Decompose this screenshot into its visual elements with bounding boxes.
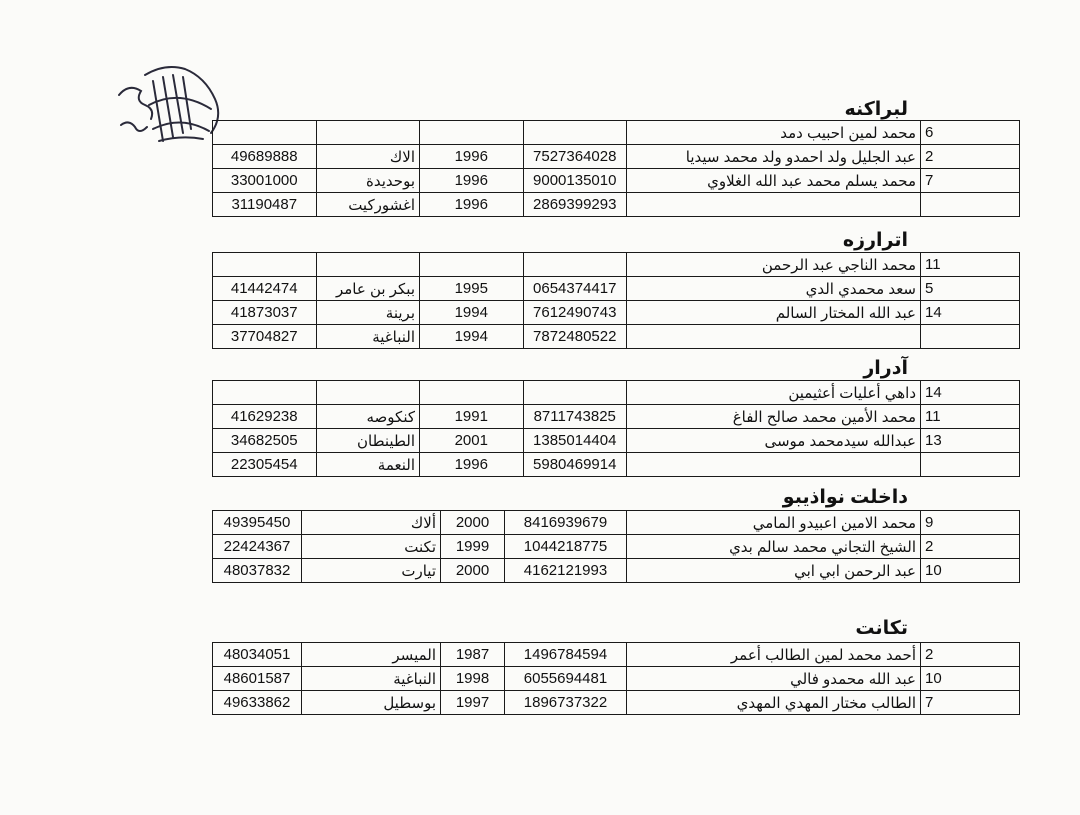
- national-id: 9000135010: [523, 169, 627, 193]
- national-id: 1385014404: [523, 429, 627, 453]
- table-row: [213, 691, 1020, 715]
- person-name: محمد الناجي عبد الرحمن: [627, 253, 921, 277]
- row-number: 2: [921, 145, 1020, 169]
- row-number: 2: [921, 535, 1020, 559]
- row-number: 11: [921, 405, 1020, 429]
- data-table: [212, 120, 1020, 217]
- table-row: [213, 169, 1020, 193]
- person-name: سعد محمدي الدي: [627, 277, 921, 301]
- birth-year: 1987: [441, 643, 505, 667]
- person-name: داهي أعليات أعثيمين: [627, 381, 921, 405]
- person-name: الطالب مختار المهدي المهدي: [627, 691, 921, 715]
- person-name: الشيخ التجاني محمد سالم بدي: [627, 535, 921, 559]
- person-name: عبد الله المختار السالم: [627, 301, 921, 325]
- birth-year: 2000: [441, 559, 505, 583]
- person-name: عبد الرحمن ابي ابي: [627, 559, 921, 583]
- table-row: [213, 325, 1020, 349]
- table-row: [213, 405, 1020, 429]
- data-table: [212, 380, 1020, 477]
- birth-year: 1996: [420, 193, 524, 217]
- table-row: [213, 277, 1020, 301]
- table-row: [213, 193, 1020, 217]
- birth-place: النعمة: [316, 453, 420, 477]
- birth-year: 1996: [420, 145, 524, 169]
- national-id: 7612490743: [523, 301, 627, 325]
- phone-number: 49395450: [213, 511, 302, 535]
- person-name: عبد الله محمدو فالي: [627, 667, 921, 691]
- row-number: 7: [921, 169, 1020, 193]
- birth-place: الميسر: [302, 643, 441, 667]
- birth-year: 1995: [420, 277, 524, 301]
- section-title: لبراكنه: [844, 99, 908, 120]
- section-title: تكانت: [855, 618, 908, 639]
- section-title: داخلت نواذيبو: [782, 487, 908, 508]
- person-name: أحمد محمد لمين الطالب أعمر: [627, 643, 921, 667]
- table-row: [213, 667, 1020, 691]
- national-id: 7527364028: [523, 145, 627, 169]
- person-name: محمد يسلم محمد عبد الله الغلاوي: [627, 169, 921, 193]
- birth-place: النباغية: [316, 325, 420, 349]
- national-id: 6055694481: [505, 667, 627, 691]
- section-title: اترارزه: [842, 230, 908, 251]
- row-number: 5: [921, 277, 1020, 301]
- table-row: [213, 511, 1020, 535]
- person-name: محمد لمين احبيب دمد: [627, 121, 921, 145]
- phone-number: 49633862: [213, 691, 302, 715]
- birth-year: 1999: [441, 535, 505, 559]
- row-number: 13: [921, 429, 1020, 453]
- birth-place: كنكوصه: [316, 405, 420, 429]
- table-row: [213, 301, 1020, 325]
- row-number: 14: [921, 301, 1020, 325]
- row-number: 9: [921, 511, 1020, 535]
- person-name: عبدالله سيدمحمد موسى: [627, 429, 921, 453]
- data-table: [212, 642, 1020, 715]
- birth-place: اغشوركيت: [316, 193, 420, 217]
- phone-number: 49689888: [213, 145, 317, 169]
- table-row: [213, 145, 1020, 169]
- birth-year: 1994: [420, 325, 524, 349]
- national-id: 7872480522: [523, 325, 627, 349]
- person-name: عبد الجليل ولد احمدو ولد محمد سيديا: [627, 145, 921, 169]
- phone-number: 22305454: [213, 453, 317, 477]
- table-row: [213, 643, 1020, 667]
- data-table: [212, 510, 1020, 583]
- section-title: آدرار: [863, 358, 908, 379]
- phone-number: 48601587: [213, 667, 302, 691]
- national-id: 5980469914: [523, 453, 627, 477]
- person-name: محمد الأمين محمد صالح الفاغ: [627, 405, 921, 429]
- birth-place: برينة: [316, 301, 420, 325]
- row-number: 14: [921, 381, 1020, 405]
- row-number: 6: [921, 121, 1020, 145]
- birth-place: النباغية: [302, 667, 441, 691]
- birth-place: الاك: [316, 145, 420, 169]
- national-id: 1044218775: [505, 535, 627, 559]
- table-row: [213, 381, 1020, 405]
- row-number: 10: [921, 559, 1020, 583]
- phone-number: 37704827: [213, 325, 317, 349]
- birth-year: 1991: [420, 405, 524, 429]
- birth-place: بوسطيل: [302, 691, 441, 715]
- birth-year: 1997: [441, 691, 505, 715]
- data-table: [212, 252, 1020, 349]
- phone-number: 34682505: [213, 429, 317, 453]
- birth-place: بوحديدة: [316, 169, 420, 193]
- national-id: 8416939679: [505, 511, 627, 535]
- national-id: 2869399293: [523, 193, 627, 217]
- birth-year: 1996: [420, 453, 524, 477]
- phone-number: 31190487: [213, 193, 317, 217]
- row-number: 10: [921, 667, 1020, 691]
- birth-year: 2001: [420, 429, 524, 453]
- phone-number: 48037832: [213, 559, 302, 583]
- phone-number: 48034051: [213, 643, 302, 667]
- birth-year: 1998: [441, 667, 505, 691]
- national-id: 8711743825: [523, 405, 627, 429]
- table-row: [213, 253, 1020, 277]
- row-number: 11: [921, 253, 1020, 277]
- table-row: [213, 121, 1020, 145]
- national-id: 4162121993: [505, 559, 627, 583]
- birth-place: الطينطان: [316, 429, 420, 453]
- phone-number: 41629238: [213, 405, 317, 429]
- table-row: [213, 535, 1020, 559]
- birth-place: تكنت: [302, 535, 441, 559]
- birth-year: 1994: [420, 301, 524, 325]
- national-id: 1496784594: [505, 643, 627, 667]
- phone-number: 33001000: [213, 169, 317, 193]
- person-name: محمد الامين اعبيدو المامي: [627, 511, 921, 535]
- table-row: [213, 429, 1020, 453]
- table-row: [213, 453, 1020, 477]
- phone-number: 22424367: [213, 535, 302, 559]
- phone-number: 41873037: [213, 301, 317, 325]
- phone-number: 41442474: [213, 277, 317, 301]
- national-id: 0654374417: [523, 277, 627, 301]
- birth-place: تيارت: [302, 559, 441, 583]
- table-row: [213, 559, 1020, 583]
- row-number: 7: [921, 691, 1020, 715]
- birth-place: ببكر بن عامر: [316, 277, 420, 301]
- birth-year: 1996: [420, 169, 524, 193]
- national-id: 1896737322: [505, 691, 627, 715]
- birth-place: ألاك: [302, 511, 441, 535]
- row-number: 2: [921, 643, 1020, 667]
- birth-year: 2000: [441, 511, 505, 535]
